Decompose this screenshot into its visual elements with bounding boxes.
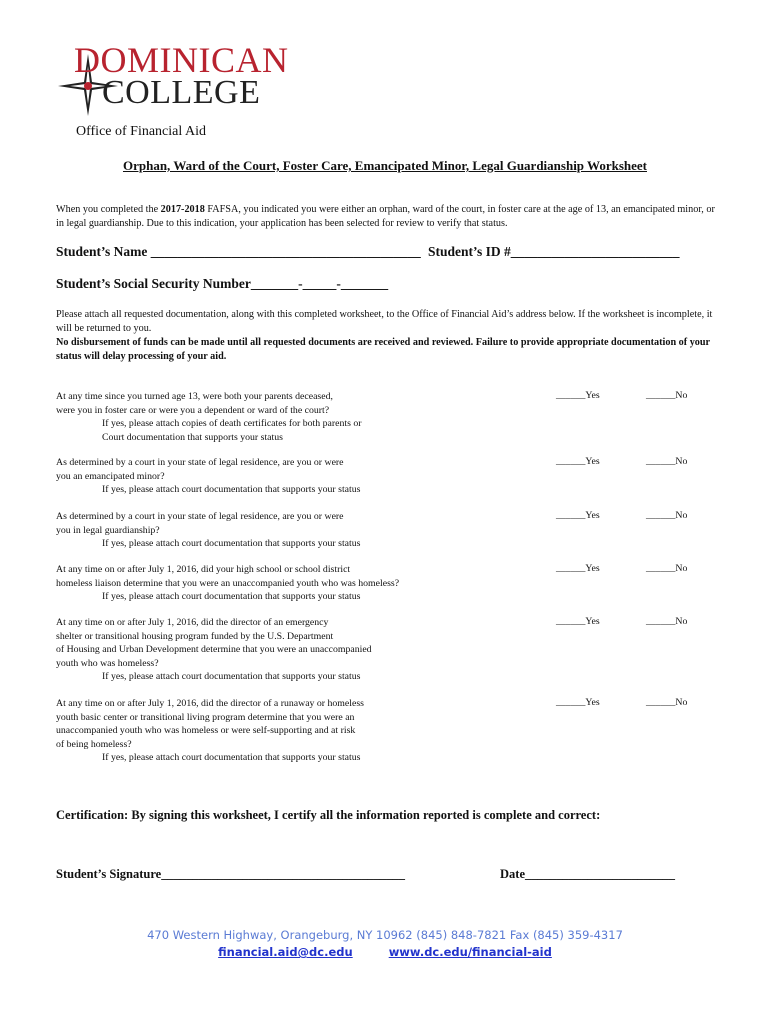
yes-answer-field[interactable]: ______Yes [556,510,600,521]
footer-links [0,945,770,959]
question-text-line: youth basic center or transitional living program determine that you were an [56,711,355,723]
intro-year: 2017-2018 [160,204,205,215]
question-text-line: shelter or transitional housing program funded by the U.S. Department [56,630,334,642]
question-instruction-line: If yes, please attach court documentation that supports your status [102,591,361,602]
no-answer-field[interactable]: ______No [646,456,688,467]
question-instruction-line: Court documentation that supports your status [102,431,283,443]
question-text-line: homeless liaison determine that you were an unaccompanied youth who was homeless? [56,577,400,589]
question-instruction-line: If yes, please attach court documentation that supports your status [102,752,361,763]
page-title: Orphan, Ward of the Court, Foster Care, Emancipated Minor, Legal Guardianship Worksheet [122,158,647,173]
student-id-field[interactable]: Student’s ID #_________________________ [428,244,680,259]
college-logo [56,40,296,120]
website-link[interactable]: www.dc.edu/financial-aid [388,945,552,959]
question-text-line: At any time on or after July 1, 2016, did your high school or school district [56,564,351,575]
question-instruction-line: If yes, please attach court documentation that supports your status [102,538,361,549]
question-text-line: At any time on or after July 1, 2016, did the director of a runaway or homeless [56,698,364,709]
question-item [56,510,456,551]
question-item [56,456,456,497]
question-item [56,390,456,444]
question-text-line: you an emancipated minor? [56,470,165,482]
question-text-line: you in legal guardianship? [56,524,160,536]
date-field[interactable]: Date________________________ [500,867,675,881]
email-link[interactable]: financial.aid@dc.edu [218,945,353,959]
question-text-line: of Housing and Urban Development determine that you were an unaccompanied [56,644,372,655]
no-answer-field[interactable]: ______No [646,697,688,708]
logo-line-2: COLLEGE [102,74,261,111]
question-item [56,697,456,765]
yes-answer-field[interactable]: ______Yes [556,390,600,401]
footer-address: 470 Western Highway, Orangeburg, NY 10962 (845) 848-7821 Fax (845) 359-4317 [147,928,623,942]
question-item [56,616,456,684]
no-answer-field[interactable]: ______No [646,390,688,401]
yes-answer-field[interactable]: ______Yes [556,563,600,574]
student-name-field[interactable]: Student’s Name ________________________________________ [56,244,421,259]
no-answer-field[interactable]: ______No [646,563,688,574]
question-instruction-line: If yes, please attach court documentation that supports your status [102,671,361,682]
question-text-line: were you in foster care or were you a dependent or ward of the court? [56,404,330,416]
question-instruction-line: If yes, please attach court documentation that supports your status [102,484,361,495]
note-warning: No disbursement of funds can be made until all requested documents are received and reviewed. Failure to provide appropriate documentation of your status will delay processing of your aid. [56,337,710,362]
question-text-line: youth who was homeless? [56,657,159,669]
intro-post: FAFSA, you indicated you were either an orphan, ward of the court, in foster care at the age of 13, an emancipated minor, or in legal guardianship. Due to this indication, your application has been selected for review to verify that status. [56,204,715,229]
logo-line-1: DOMINICAN [74,40,289,80]
yes-answer-field[interactable]: ______Yes [556,616,600,627]
question-instruction-line: If yes, please attach copies of death certificates for both parents or [102,418,362,429]
office-name: Office of Financial Aid [76,124,206,139]
signature-field[interactable]: Student’s Signature_______________________________________ [56,867,405,881]
intro-pre: When you completed the [56,204,161,215]
no-answer-field[interactable]: ______No [646,616,688,627]
yes-answer-field[interactable]: ______Yes [556,697,600,708]
certification-statement: Certification: By signing this worksheet, I certify all the information reported is complete and correct: [56,808,601,822]
ssn-field[interactable]: Student’s Social Security Number_______-_____-_______ [56,276,389,291]
intro-paragraph [56,203,716,231]
question-text-line: At any time on or after July 1, 2016, did the director of an emergency [56,617,329,628]
instructions-note [56,308,726,364]
question-text-line: As determined by a court in your state of legal residence, are you or were [56,511,344,522]
question-text-line: At any time since you turned age 13, were both your parents deceased, [56,391,333,402]
note-text: Please attach all requested documentation, along with this completed worksheet, to the Office of Financial Aid’s address below. If the worksheet is incomplete, it will be returned to you. [56,309,713,334]
question-text-line: of being homeless? [56,738,132,750]
question-text-line: unaccompanied youth who was homeless or were self-supporting and at risk [56,725,356,736]
yes-answer-field[interactable]: ______Yes [556,456,600,467]
no-answer-field[interactable]: ______No [646,510,688,521]
question-item [56,563,456,604]
question-text-line: As determined by a court in your state of legal residence, are you or were [56,457,344,468]
